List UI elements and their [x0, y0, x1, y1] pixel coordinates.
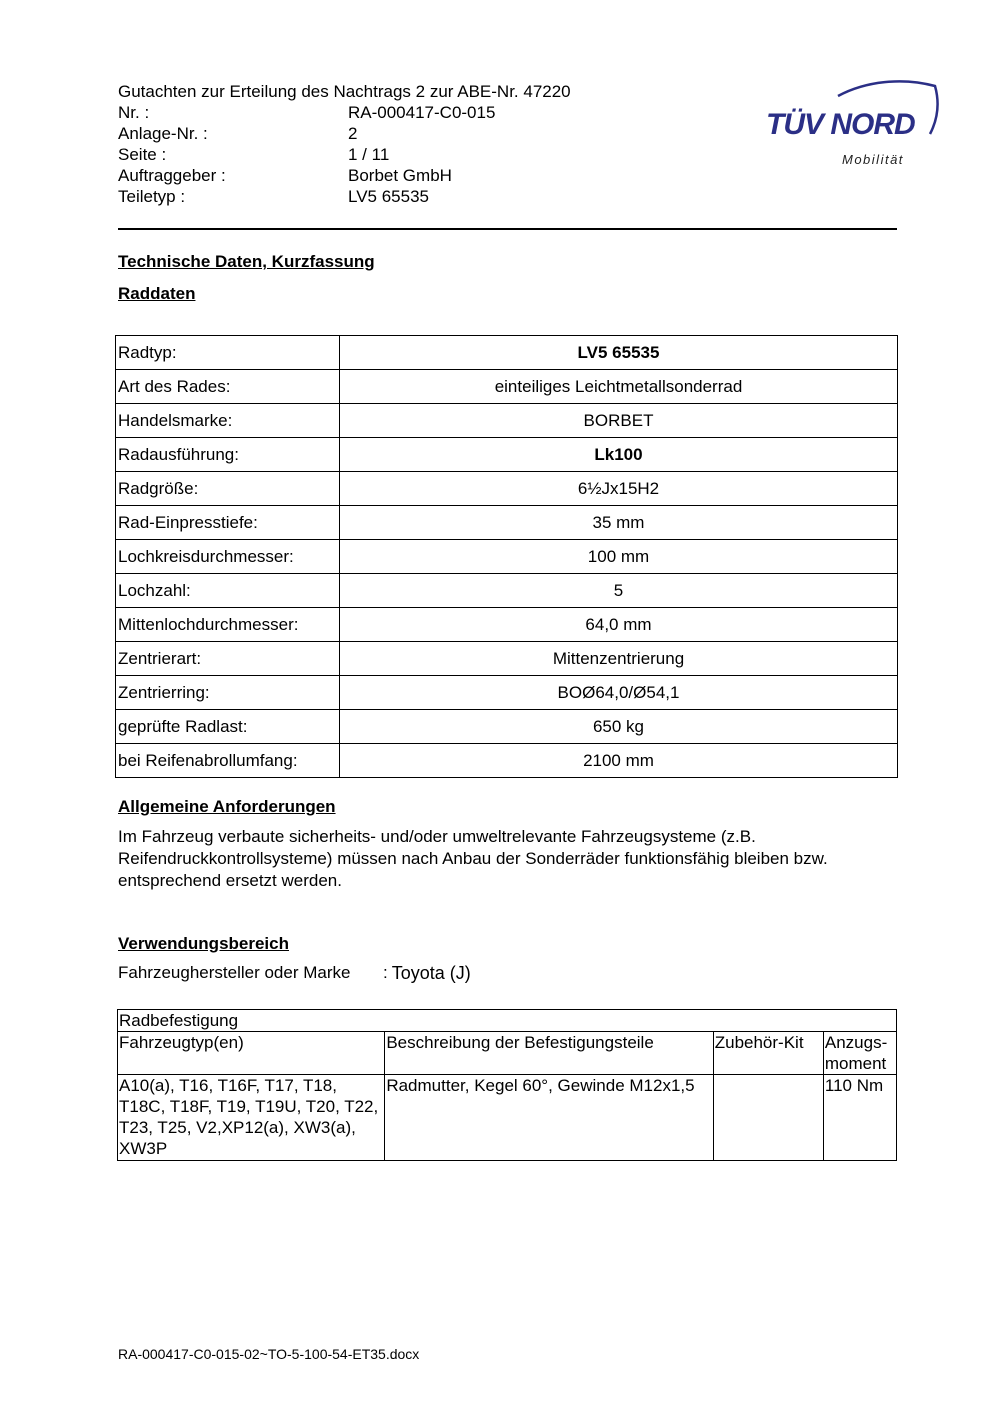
header-label: Nr. : — [118, 103, 150, 122]
header-value: 2 — [348, 124, 358, 143]
table-row — [116, 404, 898, 438]
table-row — [116, 438, 898, 472]
row-label: bei Reifenabrollumfang: — [116, 744, 340, 778]
document-title: Gutachten zur Erteilung des Nachtrags 2 zur ABE-Nr. 47220 — [118, 82, 571, 101]
header-label: Seite : — [118, 145, 167, 164]
wheel-data-table — [115, 335, 898, 778]
header-divider — [118, 228, 897, 230]
usage-value: Toyota (J) — [391, 963, 471, 983]
section-heading: Technische Daten, Kurzfassung — [118, 252, 375, 271]
general-text: Im Fahrzeug verbaute sicherheits- und/oder umweltrelevante Fahrzeugsysteme (z.B. Reifendruckkontrollsysteme) müssen nach Anbau der Sonderräder funktionsfähig bleiben bzw. entsprechend ersetzt werden. — [118, 827, 828, 890]
row-label: Radausführung: — [116, 438, 340, 472]
table-row — [116, 540, 898, 574]
fixing-cell: 110 Nm — [823, 1075, 896, 1161]
row-value: 35 mm — [340, 506, 898, 540]
fixing-cell: A10(a), T16, T16F, T17, T18, T18C, T18F, T19, T19U, T20, T22, T23, T25, V2,XP12(a), XW3(a), XW3P — [118, 1075, 385, 1161]
row-label: Rad-Einpresstiefe: — [116, 506, 340, 540]
table-row — [116, 506, 898, 540]
row-value: 100 mm — [340, 540, 898, 574]
section-subheading: Raddaten — [118, 284, 196, 303]
row-label: Zentrierart: — [116, 642, 340, 676]
fixing-header-cell: Fahrzeugtyp(en) — [118, 1032, 385, 1075]
tuv-nord-logo — [760, 56, 945, 171]
header-row-anlage — [118, 123, 638, 144]
table-row — [116, 642, 898, 676]
row-value: Mittenzentrierung — [340, 642, 898, 676]
row-label: Art des Rades: — [116, 370, 340, 404]
table-row — [116, 676, 898, 710]
row-value: 5 — [340, 574, 898, 608]
footer-filename: RA-000417-C0-015-02~TO-5-100-54-ET35.docx — [118, 1346, 420, 1362]
row-value: LV5 65535 — [340, 336, 898, 370]
logo-subtitle: Mobilität — [842, 152, 904, 167]
usage-heading: Verwendungsbereich — [118, 934, 289, 953]
table-row — [116, 744, 898, 778]
usage-separator: : — [383, 963, 388, 982]
row-label: Mittenlochdurchmesser: — [116, 608, 340, 642]
table-row — [116, 472, 898, 506]
row-label: Radgröße: — [116, 472, 340, 506]
header-label: Anlage-Nr. : — [118, 124, 208, 143]
row-value: einteiliges Leichtmetallsonderrad — [340, 370, 898, 404]
header-label: Teiletyp : — [118, 187, 186, 206]
logo-brand: TÜV NORD — [766, 108, 915, 141]
header-row-auftraggeber — [118, 165, 638, 186]
header-label: Auftraggeber : — [118, 166, 226, 185]
row-value: BOØ64,0/Ø54,1 — [340, 676, 898, 710]
fixing-header-cell: Anzugs-moment — [823, 1032, 896, 1075]
row-value: Lk100 — [340, 438, 898, 472]
header-value: LV5 65535 — [348, 187, 429, 206]
header-value: Borbet GmbH — [348, 166, 452, 185]
fixing-cell: Radmutter, Kegel 60°, Gewinde M12x1,5 — [385, 1075, 713, 1161]
header-value: 1 / 11 — [348, 145, 390, 164]
fixing-cell — [713, 1075, 823, 1161]
table-row — [116, 710, 898, 744]
row-value: BORBET — [340, 404, 898, 438]
row-label: Zentrierring: — [116, 676, 340, 710]
row-value: 2100 mm — [340, 744, 898, 778]
row-value: 64,0 mm — [340, 608, 898, 642]
row-value: 6½Jx15H2 — [340, 472, 898, 506]
document-header — [118, 81, 638, 207]
header-value: RA-000417-C0-015 — [348, 103, 496, 122]
fixing-header-cell: Zubehör-Kit — [713, 1032, 823, 1075]
usage-row — [118, 963, 471, 984]
table-row — [116, 370, 898, 404]
usage-label: Fahrzeughersteller oder Marke — [118, 963, 351, 982]
fixing-caption: Radbefestigung — [118, 1010, 897, 1032]
general-heading: Allgemeine Anforderungen — [118, 797, 336, 816]
fixing-header-cell: Beschreibung der Befestigungsteile — [385, 1032, 713, 1075]
header-row-nr — [118, 102, 638, 123]
header-row-seite — [118, 144, 638, 165]
fixing-table — [117, 1009, 897, 1161]
row-label: Lochzahl: — [116, 574, 340, 608]
table-row — [116, 336, 898, 370]
header-row-teiletyp — [118, 186, 638, 207]
row-label: Lochkreisdurchmesser: — [116, 540, 340, 574]
row-label: Radtyp: — [116, 336, 340, 370]
table-row — [116, 608, 898, 642]
row-label: geprüfte Radlast: — [116, 710, 340, 744]
row-label: Handelsmarke: — [116, 404, 340, 438]
row-value: 650 kg — [340, 710, 898, 744]
table-row — [116, 574, 898, 608]
